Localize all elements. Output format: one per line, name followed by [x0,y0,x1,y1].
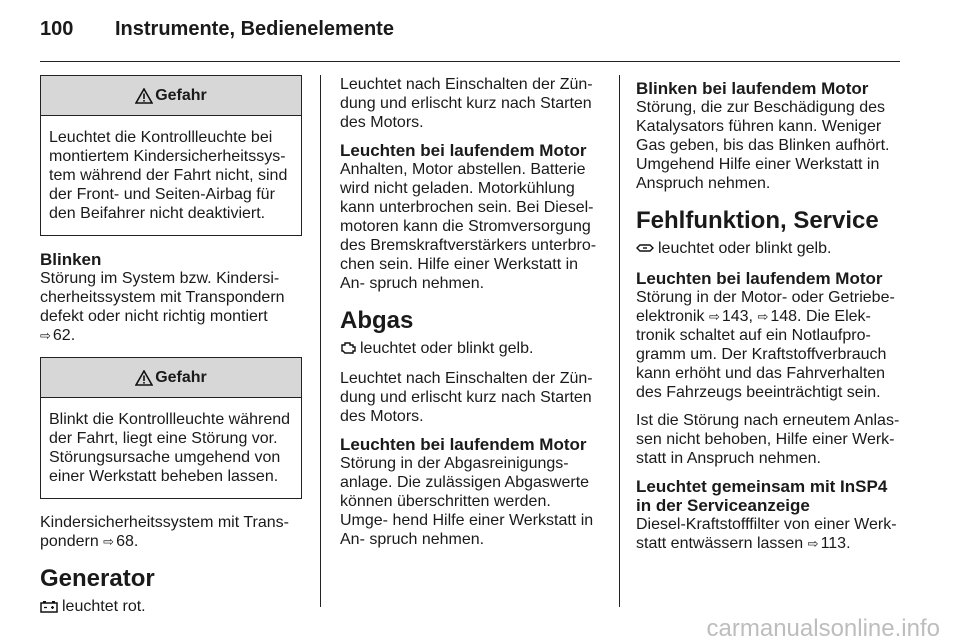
wrench-car-icon [636,241,654,260]
kss-ref[interactable]: 68. [116,533,139,550]
kss-paragraph [40,513,302,551]
service-ref-2[interactable]: 148. [770,308,802,325]
danger-box-2 [40,357,302,499]
danger-box-title: Gefahr [155,87,207,104]
section-heading-blinken: Blinken [40,250,102,269]
intro-paragraph: Leuchtet nach Einschalten der Zün- dung und erlischt kurz nach Starten des Motors. [340,76,593,131]
page-ref-arrow-icon: ⇨ [807,536,819,551]
engine-check-icon [340,341,356,360]
blink-paragraph: Störung, die zur Beschädigung des Katalysators führen kann. Weniger Gas geben, bis das Blinken aufhört. Umgehend Hilfe einer Werkstatt in Anspruch nehmen. [636,99,890,192]
section-heading-running: Leuchten bei laufendem Motor [340,141,587,160]
abgas-paragraph [340,339,602,360]
header-rule [40,61,900,62]
blinken-text: Störung im System bzw. Kindersi- cherheitssystem mit Transpondern defekt oder nicht richtig montiert [40,270,285,325]
danger-box-header [41,358,301,398]
page-ref-arrow-icon: ⇨ [757,309,769,324]
blinken-ref[interactable]: 62. [52,327,76,344]
danger-box-text: Leuchtet die Kontrollleuchte bei montiertem Kindersicherheitssys- tem während der Fahrt nicht, sind der Front- und Seiten-Airbag für den Beifahrer nicht deaktiviert. [49,129,288,222]
column-right [636,75,902,562]
running-paragraph: Anhalten, Motor abstellen. Batterie wird nicht geladen. Motorkühlung kann unterbrochen sein. Bei Diesel- motoren kann die Stromversorgung des Bremskraftverstärkers unterbro- chen sein. Hilfe einer Werkstatt in An- spruch nehmen. [340,161,597,292]
generator-paragraph [40,597,302,618]
page-header [0,0,960,60]
service-running-text-b: Die Elek- tronik schaltet auf ein Notlaufpro- gramm um. Der Kraftstoffverbrauch kann erhöht und das Fahrverhalten des Fahrzeugs beeinträchtigt sein. [636,308,887,401]
service-running-paragraph [636,288,902,402]
page-number: 100 [40,18,74,40]
service-running-text-a: Störung in der Motor- oder Getriebe- elektronik [636,289,895,325]
insp-paragraph [636,515,902,553]
abgas-text: leuchtet oder blinkt gelb. [360,340,534,357]
page-ref-arrow-icon: ⇨ [40,328,51,343]
section-heading-blink-running: Blinken bei laufendem Motor [636,79,869,98]
danger-box-title: Gefahr [155,369,207,386]
abgas-running-paragraph: Störung in der Abgasreinigungs- anlage. Die zulässigen Abgaswerte können überschritten werden. Umge- hend Hilfe einer Werkstatt in An- spruch nehmen. [340,455,594,548]
service-ref-1[interactable]: 143, [721,308,753,325]
persist-paragraph: Ist die Störung nach erneutem Anlas- sen nicht behoben, Hilfe einer Werk- statt in Anspruch nehmen. [636,412,900,467]
column-middle [340,75,602,558]
running-title: Instrumente, Bedienelemente [115,18,394,40]
danger-box-header [41,76,301,116]
generator-text: leuchtet rot. [62,598,146,615]
abgas-intro-paragraph: Leuchtet nach Einschalten der Zün- dung und erlischt kurz nach Starten des Motors. [340,370,593,425]
section-heading-abgas: Abgas [340,307,414,334]
insp-text: Diesel-Kraftstofffilter von einer Werk- statt entwässern lassen [636,516,897,552]
warning-triangle-icon [135,370,153,386]
section-heading-generator: Generator [40,565,155,592]
service-text: leuchtet oder blinkt gelb. [658,240,832,257]
service-paragraph [636,239,902,260]
section-heading-abgas-running: Leuchten bei laufendem Motor [340,435,587,454]
insp-ref[interactable]: 113. [820,535,851,552]
page-ref-arrow-icon: ⇨ [708,309,720,324]
warning-triangle-icon [135,88,153,104]
section-heading-service-running: Leuchten bei laufendem Motor [636,269,883,288]
page-ref-arrow-icon: ⇨ [103,534,115,549]
section-heading-service: Fehlfunktion, Service [636,207,879,234]
kss-text: Kindersicherheitssystem mit Trans- pondern [40,514,289,550]
section-heading-insp4: Leuchtet gemeinsam mit InSP4 in der Serviceanzeige [636,477,888,515]
battery-icon [40,599,58,618]
column-divider-1 [320,75,321,607]
danger-box-1 [40,75,302,236]
column-divider-2 [619,75,620,607]
blinken-paragraph [40,269,302,345]
column-left [40,75,302,627]
watermark: carmanualsonline.info [706,615,940,642]
danger-box-text: Blinkt die Kontrollleuchte während der Fahrt, liegt eine Störung vor. Störungsursache umgehend von einer Werkstatt beheben lassen. [49,411,291,485]
